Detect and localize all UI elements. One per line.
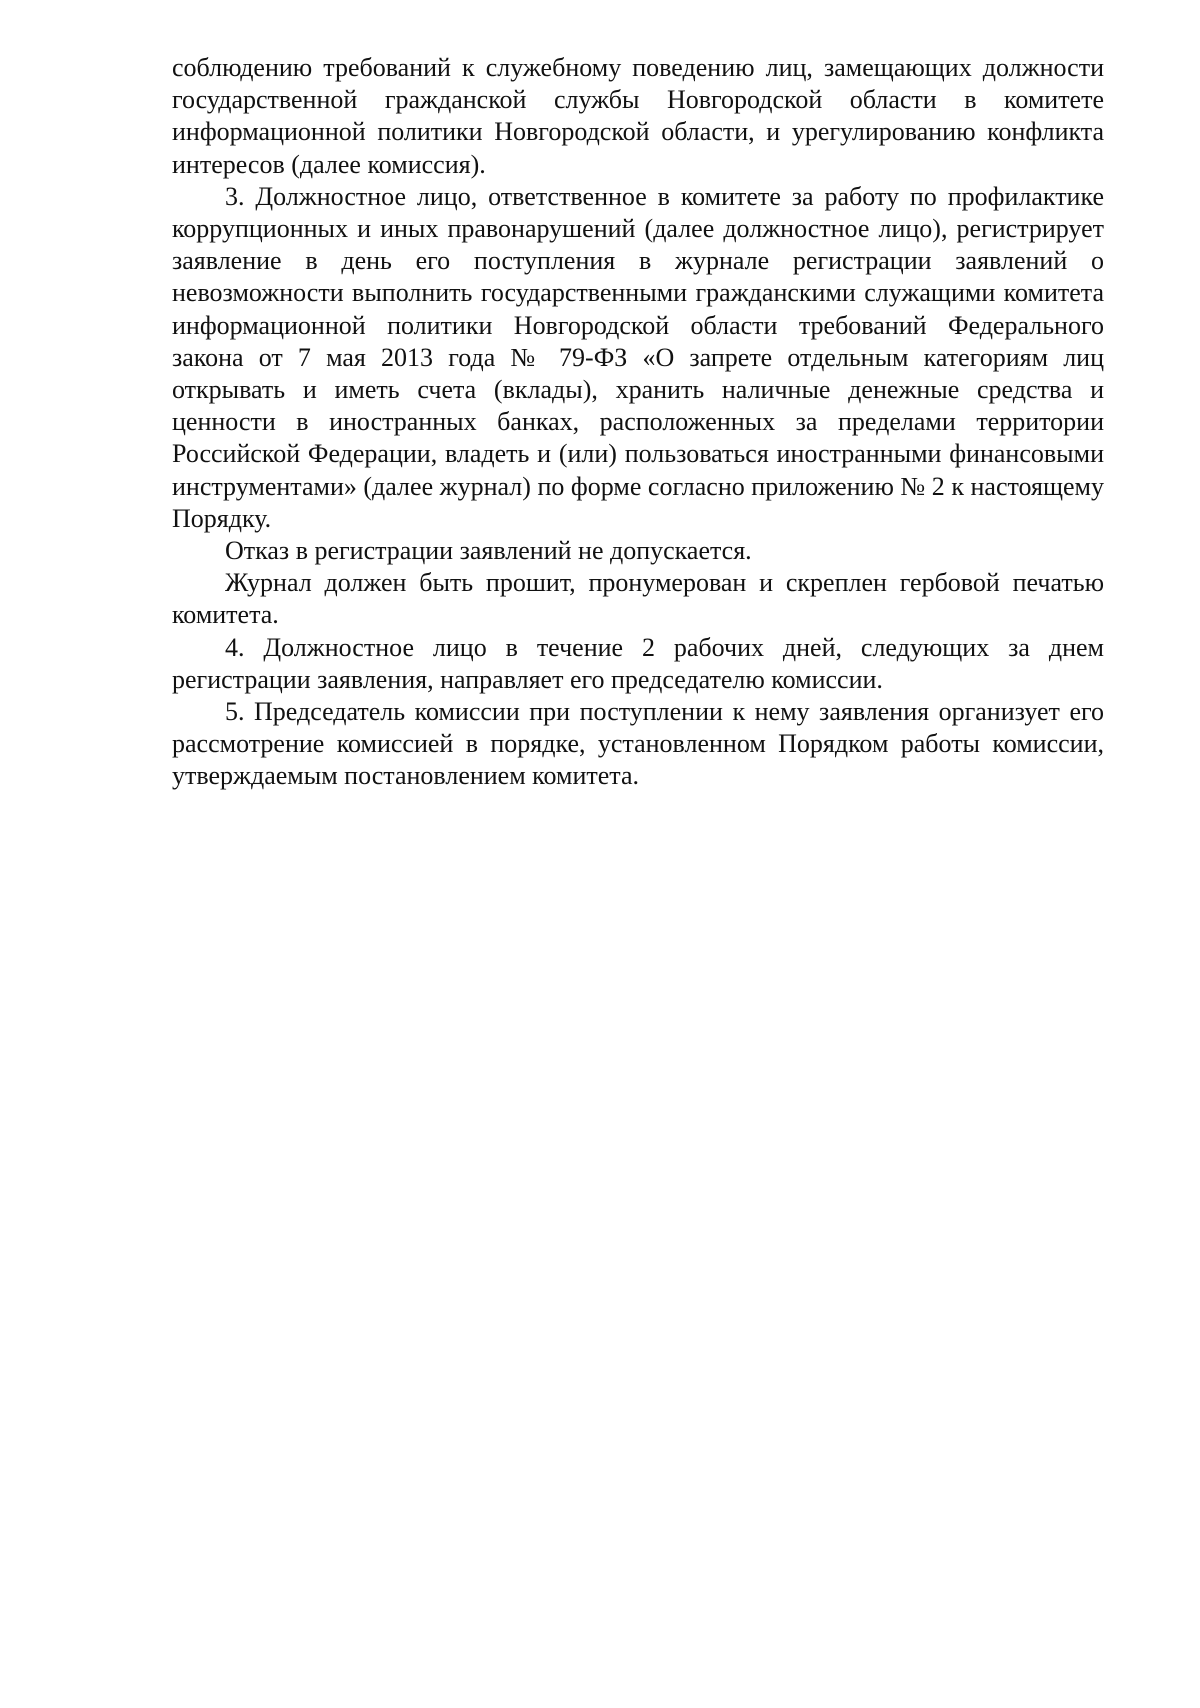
paragraph-item-3: 3. Должностное лицо, ответственное в комитете за работу по профилактике коррупционных и иных правонарушений (далее должностное лицо), регистрирует заявление в день его поступления в журнале регистрации заявлений о невозможности выполнить государственными гражданскими служащими комитета информационной политики Новгородской области требований Федерального закона от 7 мая 2013 года № 79-ФЗ «О запрете отдельным категориям лиц открывать и иметь счета (вклады), хранить наличные денежные средства и ценности в иностранных банках, расположенных за пределами территории Российской Федерации, владеть и (или) пользоваться иностранными финансовыми инструментами» (далее журнал) по форме согласно приложению № 2 к настоящему Порядку. [172,181,1104,533]
paragraph-refusal: Отказ в регистрации заявлений не допускается. [225,536,752,566]
paragraph-continuation: соблюдению требований к служебному поведению лиц, замещающих должности государственной гражданской службы Новгородской области в комитете информационной политики Новгородской области, и урегулированию конфликта интересов (далее комиссия). [172,53,1104,179]
paragraph-journal: Журнал должен быть прошит, пронумерован и скреплен гербовой печатью комитета. [172,568,1104,630]
paragraph-item-5: 5. Председатель комиссии при поступлении к нему заявления организует его рассмотрение комиссией в порядке, установленном Порядком работы комиссии, утверждаемым постановлением комитета. [172,697,1104,791]
document-body [172,52,1104,793]
paragraph-item-4: 4. Должностное лицо в течение 2 рабочих дней, следующих за днем регистрации заявления, направляет его председателю комиссии. [172,632,1104,694]
